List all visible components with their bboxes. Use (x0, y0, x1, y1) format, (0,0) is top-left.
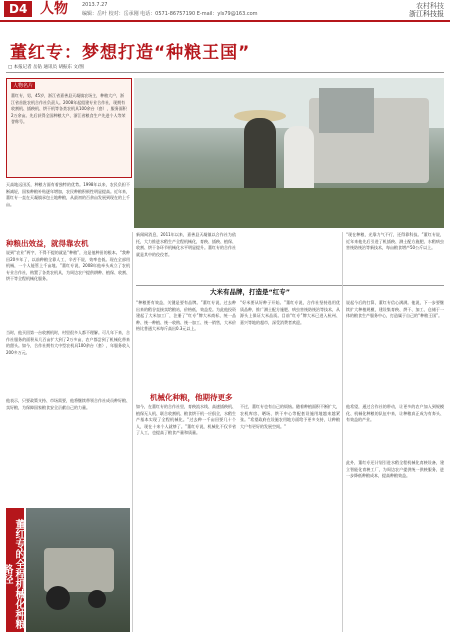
col3-para-3: 他希望，通过合作社的带动，让更多的农户加入到规模化、机械化种粮的队伍中来，让种粮真正成为有奔头、有效益的产业。 (346, 404, 444, 422)
side-caption: 董红专的全程机械化种粮路径 (1, 519, 24, 629)
subhead-mech: 机械化种粮，他期待更多 (150, 393, 233, 402)
title-divider (6, 72, 444, 73)
editor-line: 编辑：岳叶 校对：岳承刚 电话：0571-86757190 E-mail：yls79@163.com (82, 11, 258, 17)
issue-date: 2013.7.27 (82, 2, 108, 8)
col1-para-3: 他表示，只要政策支持、市场需要，他将继续带领合作社成员种好粮、卖好粮，为保障国家粮食安全贡献自己的力量。 (6, 398, 130, 410)
profile-box (6, 78, 132, 178)
col1-para-1: 说到“农业”两字，不得不提的就是“种粮”，这是他种田的根本。“我种田20多年了，以前种粮全靠人工，辛苦不说，效率也低。现在全部用机械，一个人能管上千亩地。”董红专说，2008年他牵头成立了农机专业合作社，购置了各类农机具，为周边农户提供耕种、植保、收割、烘干等全程机械化服务。 (6, 250, 130, 281)
column-title: 人物 (40, 1, 68, 17)
col3-para-1: “现在种粮，光靠力气不行，还得靠科技。”董红专说，近年来他先后引进了机插秧、测土配方施肥、水稻病虫害统防统治等新技术，每亩粮食增产50公斤以上。 (346, 232, 444, 250)
section-label: 农村科技 (416, 2, 444, 10)
section-number: D4 (4, 1, 32, 17)
column-divider-2 (342, 232, 343, 632)
col2-para-5: 不过，董红专也有自己的烦恼。随着种植面积不断扩大，农机库房、晒场、烘干中心等配套设施用地越来越紧张。“希望政府在设施农用地方面给予更多支持，让种粮大户有更好的发展空间。” (240, 404, 340, 429)
subhead-brand: 大米有品牌，打造是“红专” (210, 288, 291, 296)
masthead-right (409, 2, 444, 18)
main-photo (134, 78, 444, 228)
section-rule (136, 285, 444, 286)
col3-para-2: 说起今后的打算，董红专信心满满。他说，下一步要继续扩大种植规模，建设集育秧、烘干、加工、仓储于一体的粮食生产服务中心，打造属于自己的“种粮王国”。 (346, 300, 444, 318)
col2-para-4: 如今，在董红专的合作社里，育秧流水线、高速插秧机、植保无人机、联合收割机、粮食烘干机一应俱全，水稻生产基本实现了全程机械化。“过去种一千亩田要几十个人，现在十来个人就够了。”董红专说，机械化不仅节省了人工，也提高了粮食产量和质量。 (136, 404, 236, 435)
col2-para-2: “种粮要有效益，关键是要有品牌。”董红专说，过去种出来的稻谷直接卖给粮站，价格低，效益差。为此他投资建起了大米加工厂，注册了“红专”牌大米商标，统一品种、统一种植、统一收购、统一加工、统一销售，大米价格比普通大米每斤高出0.3元以上。 (136, 300, 236, 331)
photo-person-right (284, 126, 314, 196)
col1-para-2: 当时，他买回第一台收割机时，村里很多人都不理解。可几年下来，合作社服务的面积从几百亩扩大到了2万多亩，农户都尝到了机械化带来的甜头。如今，合作社拥有大中型农机具100余台（套），年服务收入200多万元。 (6, 330, 130, 355)
subhead-plant: 种粮出效益，就得靠农机 (6, 239, 89, 248)
col2-para-3: “好米要从好种子开始。”董红专说，合作社坚持选用优质品种，推广测土配方施肥、病虫害统防统治等技术，从源头上保证大米品质。目前“红专”牌大米已进入杭州、嘉兴等地的超市，深受消费者欢迎。 (240, 300, 340, 325)
tractor-wheel-front (88, 590, 106, 608)
photo-harvester-cab (319, 88, 374, 133)
photo-person-left (244, 118, 276, 193)
profile-box-tag: 人物名片 (13, 83, 34, 89)
photo-field (134, 188, 444, 228)
byline: □ 本报记者 岳钻 通讯员 胡振东 文/图 (8, 65, 84, 70)
col2-para-1: 新闻网消息，2011年以来，嘉善县天凝镇以合作社为依托，大力推进水稻生产全程机械化，育秧、插秧、植保、收割、烘干各环节机械化水平明显提升。董红专的合作社就是其中的佼佼者。 (136, 232, 236, 257)
profile-box-text: 董红专，男，45岁，浙江省嘉善县天凝镇农场主，种粮大户，浙江省首批农机合作社负责人。2008年起组建专业合作社，现拥有收割机、插秧机、烘干机等各类农机具100余台（套），服务面积2万余亩。先后获得全国种粮大户、浙江省粮食生产先进个人等荣誉称号。 (11, 93, 127, 124)
page-header (0, 0, 450, 22)
tractor-photo (26, 508, 130, 632)
col3-para-4: 此外，董红专还计划引进水稻全程机械化育秧设备，建立智能化育秧工厂，为周边农户提供统一供秧服务，进一步降低种粮成本，提高种粮效益。 (346, 460, 444, 478)
tractor-wheel-rear (46, 586, 70, 610)
column-divider-1 (132, 232, 133, 632)
col1-intro: 天高地远田沃，种粮方面有着独特的优势。1998年以来，农民负担不断减轻，国家种粮补贴逐年增加，农民种粮积极性明显提高。近年来，董红专一直在天凝镇承包土地种粮，从最初的百余亩发展到现在的上千亩。 (6, 182, 130, 207)
paper-brand: 浙江科技报 (409, 10, 444, 18)
article-title: 董红专：梦想打造“种粮王国” (10, 43, 251, 63)
